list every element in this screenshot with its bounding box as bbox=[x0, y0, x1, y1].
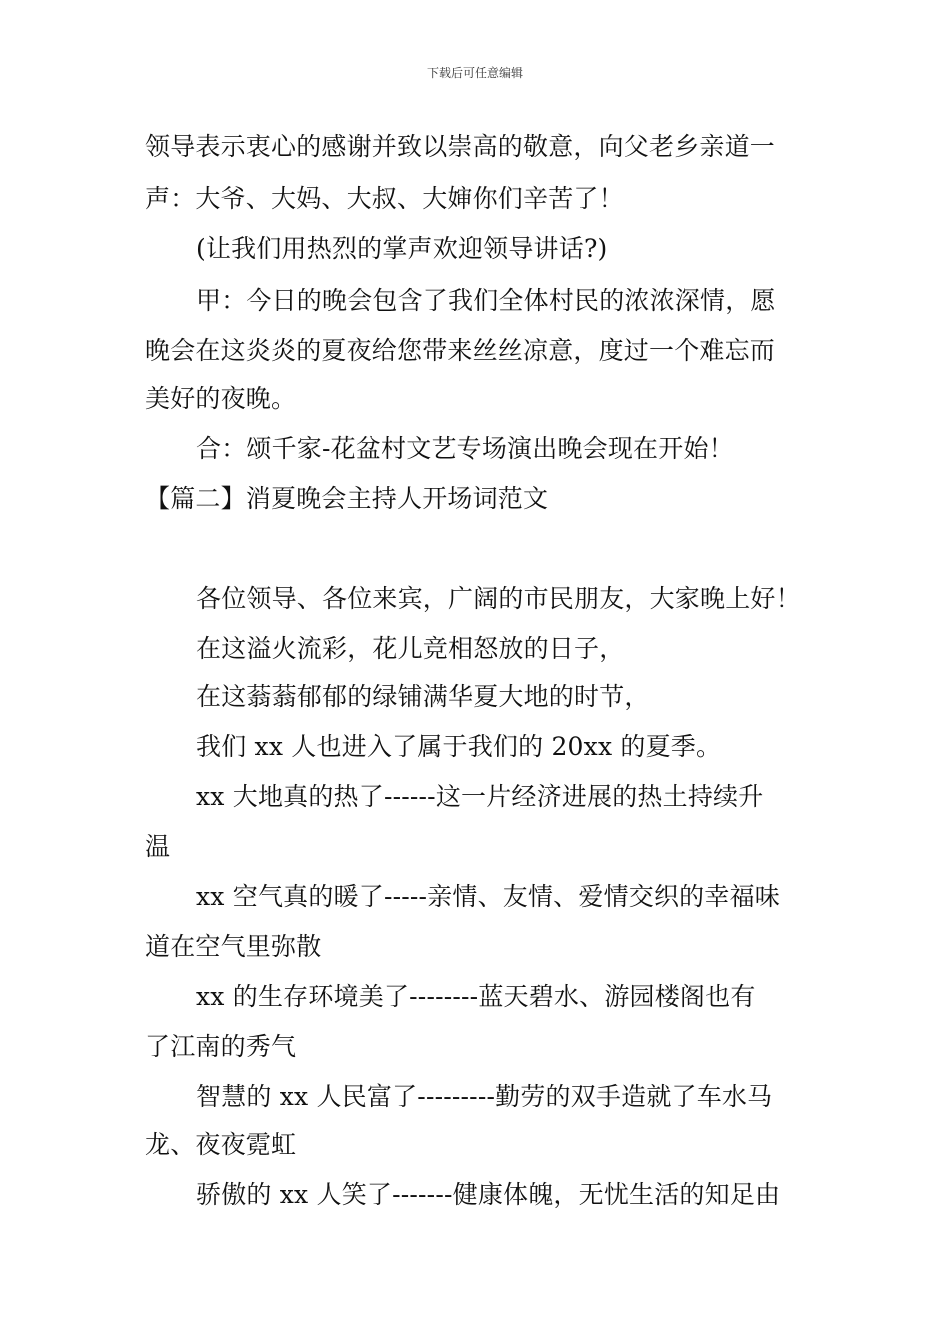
text-line: xx 的生存环境美了--------蓝天碧水、游园楼阁也有 bbox=[196, 982, 756, 1011]
text-line: 合：颂千家-花盆村文艺专场演出晚会现在开始！ bbox=[196, 434, 734, 463]
text-line: 龙、夜夜霓虹 bbox=[145, 1130, 297, 1159]
text-line: xx 空气真的暖了-----亲情、友情、爱情交织的幸福味 bbox=[196, 882, 780, 911]
text-line: 智慧的 xx 人民富了---------勤劳的双手造就了车水马 bbox=[196, 1082, 773, 1111]
text-line: 在这溢火流彩，花儿竞相怒放的日子， bbox=[196, 634, 625, 663]
text-line: 了江南的秀气 bbox=[145, 1032, 297, 1061]
text-line: (让我们用热烈的掌声欢迎领导讲话?) bbox=[196, 234, 608, 263]
page-header-note: 下载后可任意编辑 bbox=[426, 66, 523, 80]
text-line: 领导表示衷心的感谢并致以崇高的敬意，向父老乡亲道一 bbox=[145, 132, 776, 161]
text-line: 我们 xx 人也进入了属于我们的 20xx 的夏季。 bbox=[196, 732, 722, 761]
text-line: 各位领导、各位来宾，广阔的市民朋友，大家晚上好！ bbox=[196, 584, 801, 613]
text-line: 晚会在这炎炎的夏夜给您带来丝丝凉意，度过一个难忘而 bbox=[145, 336, 776, 365]
text-line: 温 bbox=[145, 832, 171, 861]
text-line: 声：大爷、大妈、大叔、大婶你们辛苦了！ bbox=[145, 184, 624, 213]
text-line: 在这蓊蓊郁郁的绿铺满华夏大地的时节， bbox=[196, 682, 650, 711]
text-line: 美好的夜晚。 bbox=[145, 384, 297, 413]
text-line: 甲：今日的晚会包含了我们全体村民的浓浓深情，愿 bbox=[196, 286, 776, 315]
text-line: 骄傲的 xx 人笑了-------健康体魄，无忧生活的知足由 bbox=[196, 1180, 781, 1209]
text-line: xx 大地真的热了------这一片经济进展的热土持续升 bbox=[196, 782, 764, 811]
text-line: 道在空气里弥散 bbox=[145, 932, 322, 961]
section-heading: 【篇二】消夏晚会主持人开场词范文 bbox=[145, 484, 549, 513]
